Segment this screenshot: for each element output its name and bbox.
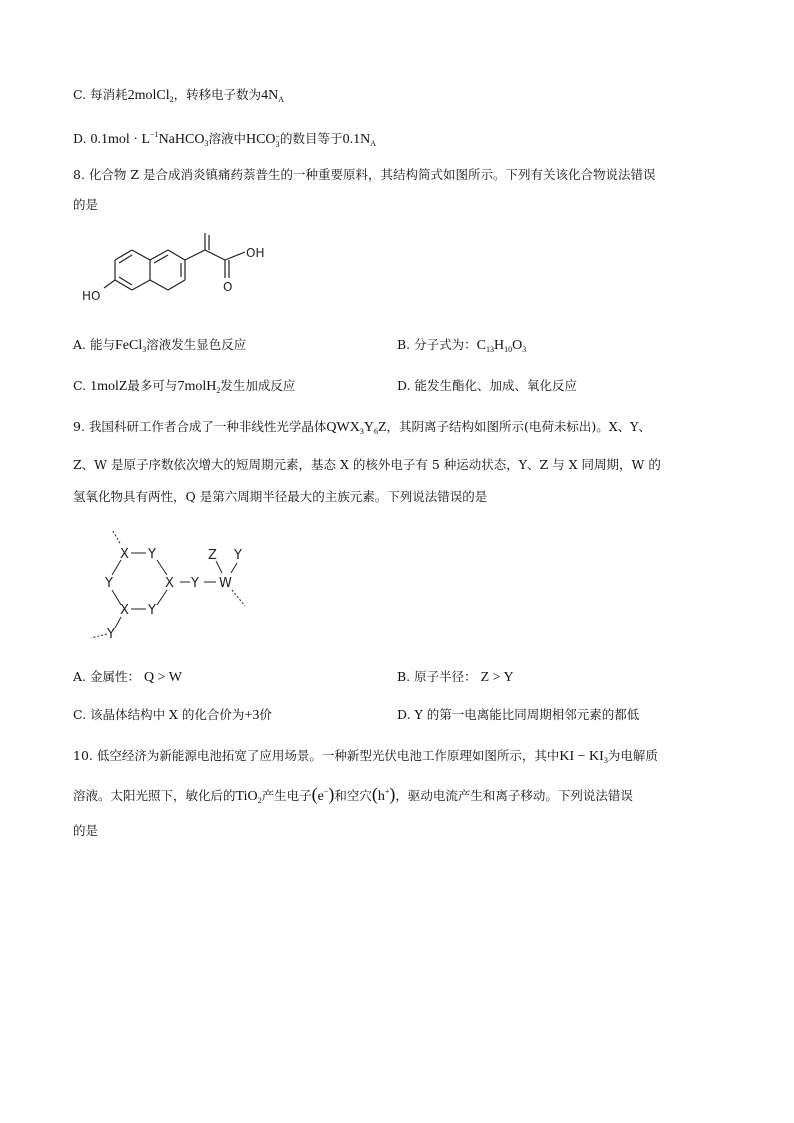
q9-stem-line-3: 氢氧化物具有两性，Q 是第六周期半径最大的主族元素。下列说法错误的是 — [73, 489, 488, 504]
atom-x-center: X — [165, 576, 174, 591]
o-label: O — [223, 280, 233, 294]
q8-option-a: A. 能与FeCl$_3$溶液发生显色反应 — [73, 337, 247, 354]
atom-y-upper-right: Y — [234, 548, 242, 563]
q8-stem-line-2: 的是 — [73, 197, 99, 212]
q8-stem-line-1: 8. 化合物 Z 是合成消炎镇痛药萘普生的一种重要原料，其结构简式如图所示。下列有关该化合物说法错误 — [73, 167, 656, 182]
atom-w: W — [219, 576, 232, 591]
q10-stem-line-2: 溶液。太阳光照下，敏化后的TiO$_2$产生电子(e−)和空穴(h+)，驱动电流产生和离子移动。下列说法错误 — [73, 784, 633, 805]
q8-option-d: D. 能发生酯化、加成、氧化反应 — [397, 378, 578, 393]
oh-label: OH — [246, 246, 265, 260]
q8-option-c: C. 1molZ最多可与7molH$_2$发生加成反应 — [73, 378, 296, 395]
atom-y-lower: Y — [107, 627, 115, 642]
atom-y-bridge: Y — [191, 576, 199, 591]
atom-x-top: X — [120, 547, 129, 562]
q7-option-c: C. 每消耗2molCl$_2$，转移电子数为$4N_A$ — [73, 87, 285, 104]
q8-option-b: B. 分子式为：$C_{13}H_{10}O_3$ — [397, 337, 527, 354]
atom-x-bottom: X — [120, 603, 129, 618]
atom-z: Z — [208, 548, 217, 563]
q9-option-d: D. Y 的第一电离能比同周期相邻元素的都低 — [397, 707, 640, 722]
atom-y-left: Y — [105, 576, 113, 591]
q10-stem-line-3: 的是 — [73, 823, 99, 838]
q7-option-d: D. $0.1mol \cdot L^{-1}NaHCO_3$溶液中HCO − 3 的数目等于$0.1N_A$ — [73, 130, 376, 149]
ho-label: HO — [82, 289, 101, 303]
q9-option-c: C. 该晶体结构中 X 的化合价为+3价 — [73, 707, 272, 723]
atom-y-top: Y — [148, 547, 156, 562]
q9-option-a: A. 金属性： Q > W — [73, 669, 182, 685]
q9-option-b: B. 原子半径： Z > Y — [397, 669, 514, 685]
q9-stem-line-2: Z、W 是原子序数依次增大的短周期元素，基态 X 的核外电子有 5 种运动状态，Y、Z 与 X 同周期，W 的 — [73, 457, 661, 472]
q10-stem-line-1: 10. 低空经济为新能源电池拓宽了应用场景。一种新型光伏电池工作原理如图所示，其中KI − $KI_3$为电解质 — [73, 748, 658, 765]
atom-y-bottom: Y — [148, 603, 156, 618]
q9-anion-structure-figure — [85, 528, 265, 643]
q8-structure-figure — [80, 228, 280, 318]
q9-stem-line-1: 9. 我国科研工作者合成了一种非线性光学晶体$QWX_3Y_6Z$，其阴离子结构如图所示(电荷未标出)。X、Y、 — [73, 419, 651, 436]
